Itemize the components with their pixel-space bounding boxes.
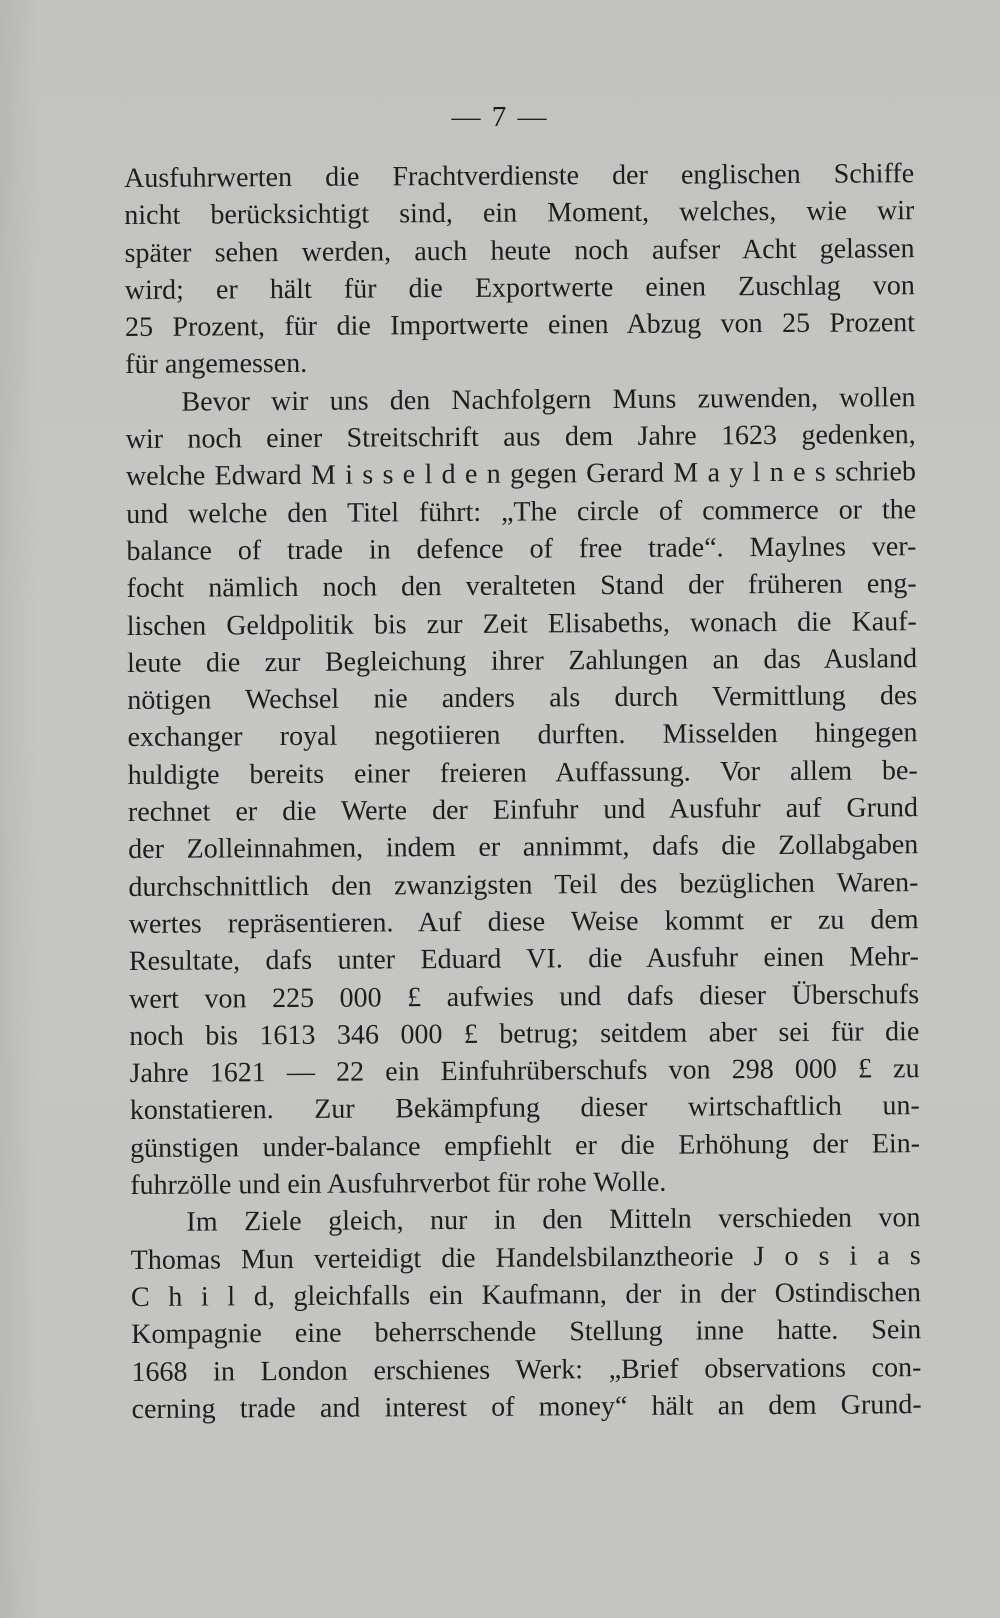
text-line: Resultate, dafs unter Eduard VI. die Ausfuhr einen Mehr- <box>128 941 919 978</box>
text-line: Jahre 1621 — 22 ein Einfuhrüberschufs von 298 000 £ zu <box>129 1053 920 1090</box>
text-line: konstatieren. Zur Bekämpfung dieser wirtschaftlich un- <box>129 1090 920 1127</box>
text-line: wir noch einer Streitschrift aus dem Jahre 1623 gedenken, <box>125 419 916 456</box>
text-line: Kompagnie eine beherrschende Stellung inne hatte. Sein <box>131 1314 922 1351</box>
text-line: exchanger royal negotiieren durften. Misselden hingegen <box>127 717 918 754</box>
text-line: C h i l d, gleichfalls ein Kaufmann, der in der Ostindischen <box>130 1277 922 1313</box>
text-line: nötigen Wechsel nie anders als durch Vermittlung des <box>127 680 918 717</box>
text-line: rechnet er die Werte der Einfuhr und Ausfuhr auf Grund <box>127 792 919 829</box>
text-line: lischen Geldpolitik bis zur Zeit Elisabeths, wonach die Kauf- <box>126 605 917 642</box>
text-line: 25 Prozent, für die Importwerte einen Abzug von 25 Prozent <box>124 307 916 344</box>
body-text <box>124 155 922 1428</box>
text-line: wertes repräsentieren. Auf diese Weise kommt er zu dem <box>128 904 919 940</box>
text-line: cerning trade and interest of money“ hält an dem Grund- <box>131 1388 922 1425</box>
text-line: durchschnittlich den zwanzigsten Teil des bezüglichen Waren- <box>128 866 919 903</box>
text-line: für angemessen. <box>125 348 308 381</box>
text-line: Thomas Mun verteidigt die Handelsbilanztheorie J o s i a s <box>130 1239 921 1276</box>
text-line: nicht berücksichtigt sind, ein Moment, welches, wie wir <box>124 195 915 232</box>
text-line: wird; er hält für die Exportwerte einen Zuschlag von <box>124 270 915 306</box>
text-line: huldigte bereits einer freieren Auffassung. Vor allem be- <box>127 754 918 791</box>
text-line: focht nämlich noch den veralteten Stand der früheren eng- <box>126 568 917 605</box>
text-line: fuhrzölle und ein Ausfuhrverbot für rohe Wolle. <box>130 1166 667 1201</box>
text-line: wert von 225 000 £ aufwies und dafs dieser Überschufs <box>129 978 920 1015</box>
text-line: der Zolleinnahmen, indem er annimmt, dafs die Zollabgaben <box>128 829 919 866</box>
text-line: welche Edward M i s s e l d e n gegen Gerard M a y l n e s schrieb <box>125 456 917 493</box>
text-line: noch bis 1613 346 000 £ betrug; seitdem aber sei für die <box>129 1015 920 1052</box>
page-number: — 7 — <box>451 101 549 133</box>
text-line: Ausfuhrwerten die Frachtverdienste der englischen Schiffe <box>124 158 915 194</box>
text-line: 1668 in London erschienes Werk: „Brief observations con- <box>131 1351 922 1388</box>
text-line: später sehen werden, auch heute noch aufser Acht gelassen <box>124 232 915 269</box>
text-line: und welche den Titel führt: „The circle of commerce or the <box>126 493 917 530</box>
text-line: Bevor wir uns den Nachfolgern Muns zuwenden, wollen <box>181 381 916 418</box>
text-line: balance of trade in defence of free trade“. Maylnes ver- <box>126 531 917 567</box>
text-line: leute die zur Begleichung ihrer Zahlungen an das Ausland <box>126 643 918 679</box>
text-line: günstigen under-balance empfiehlt er die Erhöhung der Ein- <box>129 1127 921 1164</box>
text-line: Im Ziele gleich, nur in den Mitteln verschieden von <box>186 1202 921 1238</box>
